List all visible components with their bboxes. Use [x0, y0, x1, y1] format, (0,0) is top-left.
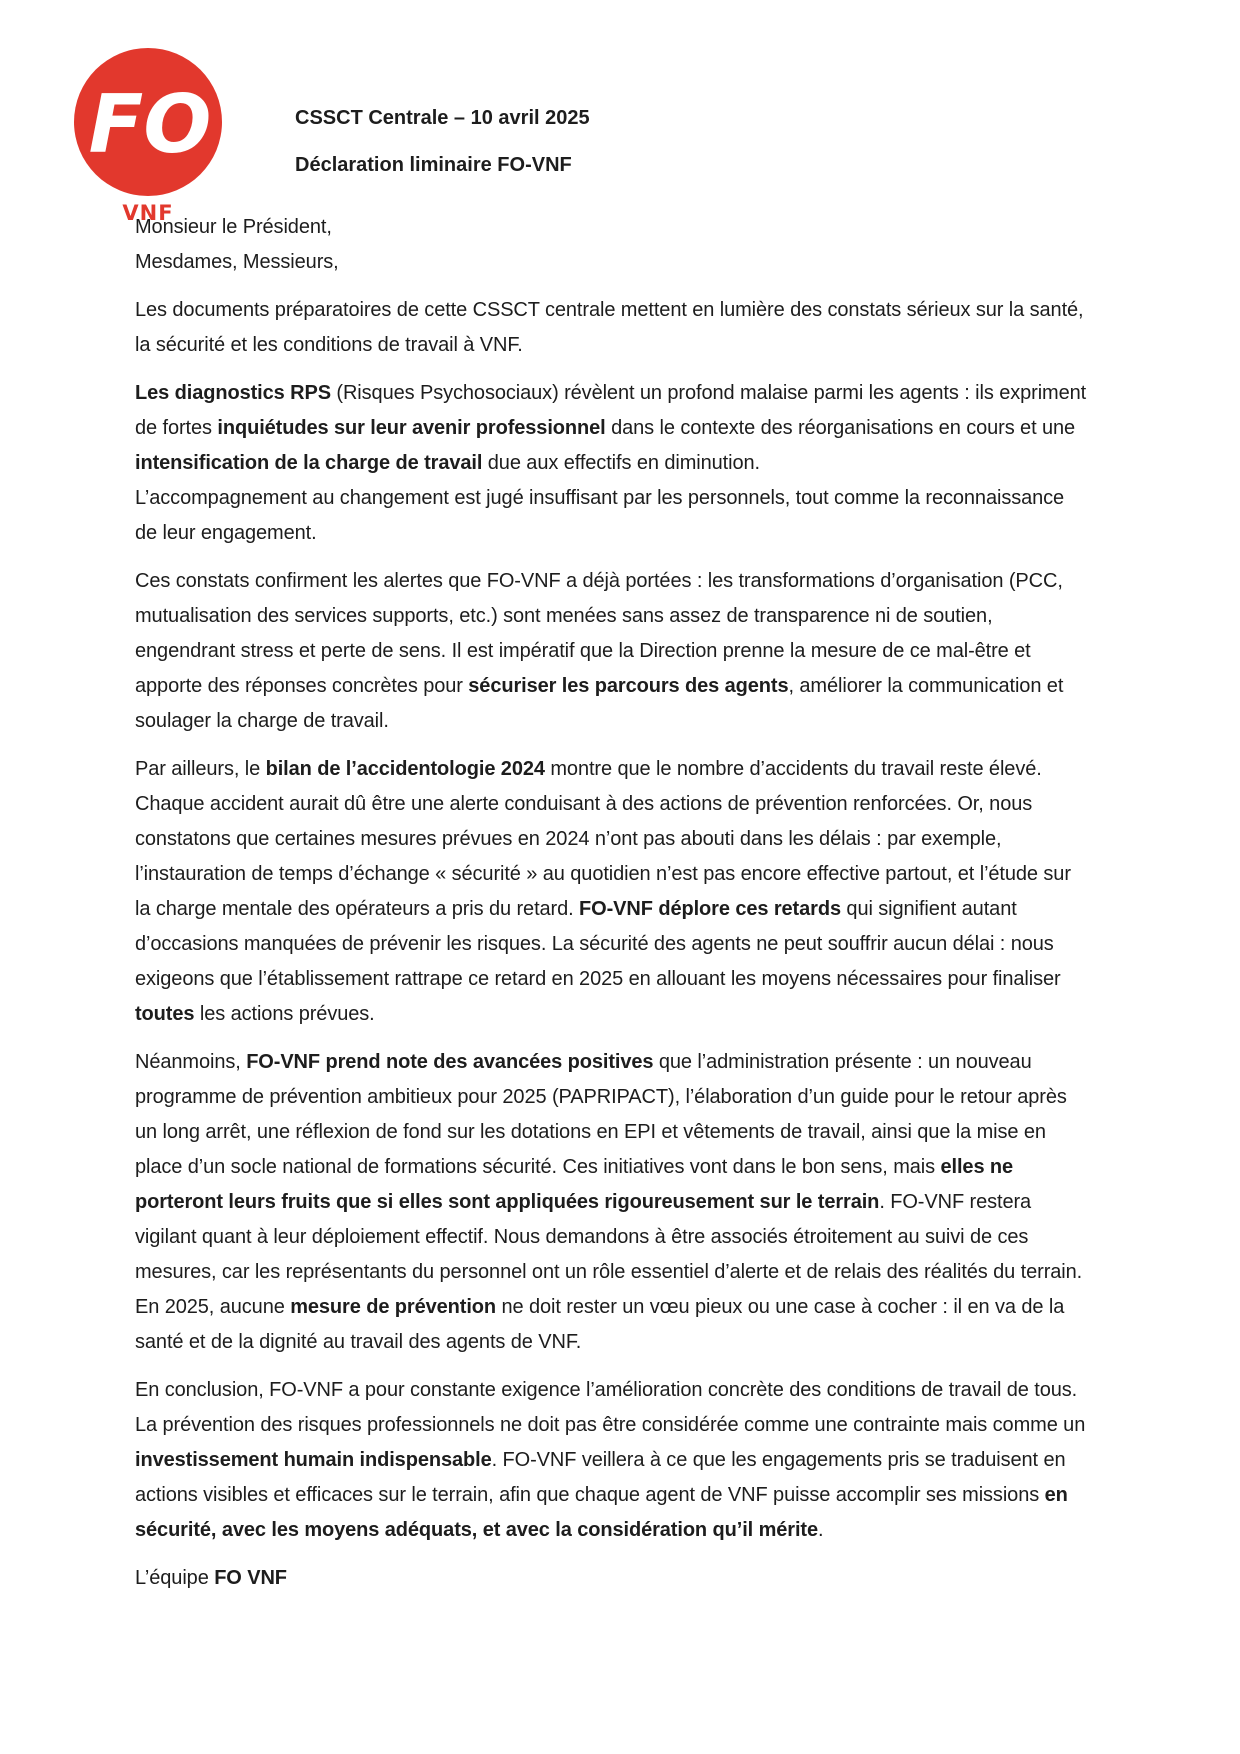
paragraph	[135, 564, 1087, 739]
text-run: dans le contexte des réorganisations en cours et une	[605, 417, 1076, 439]
text-run-bold: FO VNF	[214, 1567, 287, 1589]
text-run: Les documents préparatoires de cette CSSCT centrale mettent en lumière des constats sérieux sur la santé, la sécurité et les conditions de travail à VNF.	[135, 299, 1084, 356]
text-run: Ces constats confirment les alertes que FO-VNF a déjà portées : les transformations d’organisation (PCC, mutualisation des services supports, etc.) sont menées sans assez de transparence ni de soutien, engendrant stress et perte de sens. Il est impératif que la Direction prenne la mesure de ce mal-être et apporte des réponses concrètes pour	[135, 570, 1063, 697]
document-header	[295, 106, 590, 200]
text-run-bold: en sécurité, avec les moyens adéquats, et avec la considération qu’il mérite	[135, 1484, 1068, 1541]
text-run: L’équipe	[135, 1567, 215, 1589]
fo-vnf-logo	[72, 46, 224, 225]
text-run-bold: inquiétudes sur leur avenir professionnel	[217, 417, 606, 439]
text-run-bold: investissement humain indispensable	[135, 1449, 492, 1471]
fo-logo-circle-icon	[72, 46, 224, 198]
document-body	[135, 210, 1087, 1609]
text-run: Mesdames, Messieurs,	[135, 251, 339, 273]
text-run: L’accompagnement au changement est jugé insuffisant par les personnels, tout comme la reconnaissance de leur engagement.	[135, 487, 1065, 544]
text-run-bold: bilan de l’accidentologie 2024	[265, 758, 545, 780]
text-run: (Risques Psychosociaux) révèlent un profond malaise parmi les agents : ils expriment de fortes	[135, 382, 1087, 439]
text-run: qui signifient autant d’occasions manquées de prévenir les risques. La sécurité des agents ne peut souffrir aucun délai : nous exigeons que l’établissement rattrape ce retard en 2025 en allouant les moyens nécessaires pour finaliser	[135, 898, 1061, 990]
text-run: . FO-VNF restera vigilant quant à leur déploiement effectif. Nous demandons à être associés étroitement au suivi de ces mesures, car les représentants du personnel ont un rôle essentiel d’alerte et de relais des réalités du terrain. En 2025, aucune	[135, 1191, 1083, 1318]
text-run: Monsieur le Président,	[135, 216, 332, 238]
text-run-bold: mesure de prévention	[290, 1296, 497, 1318]
text-run-bold: elles ne porteront leurs fruits que si elles sont appliquées rigoureusement sur le terrain	[135, 1156, 1014, 1213]
text-run: Par ailleurs, le	[135, 758, 266, 780]
text-run-bold: toutes	[135, 1003, 195, 1025]
paragraph	[135, 752, 1087, 1032]
text-run: . FO-VNF veillera à ce que les engagements pris se traduisent en actions visibles et efficaces sur le terrain, afin que chaque agent de VNF puisse accomplir ses missions	[135, 1449, 1066, 1506]
logo-vnf-label: VNF	[122, 201, 174, 225]
text-run-bold: FO-VNF prend note des avancées positives	[246, 1051, 654, 1073]
text-run: montre que le nombre d’accidents du travail reste élevé. Chaque accident aurait dû être une alerte conduisant à des actions de prévention renforcées. Or, nous constatons que certaines mesures prévues en 2024 n’ont pas abouti dans les délais : par exemple, l’instauration de temps d’échange « sécurité » au quotidien n’est pas encore effective partout, et l’étude sur la charge mentale des opérateurs a pris du retard.	[135, 758, 1071, 920]
text-run-bold: Les diagnostics RPS	[135, 382, 331, 404]
text-run-bold: FO-VNF déplore ces retards	[579, 898, 841, 920]
text-run: En conclusion, FO-VNF a pour constante exigence l’amélioration concrète des conditions de travail de tous. La prévention des risques professionnels ne doit pas être considérée comme une contrainte mais comme un	[135, 1379, 1086, 1436]
paragraph	[135, 1373, 1087, 1548]
text-run-bold: sécuriser les parcours des agents	[468, 675, 789, 697]
paragraph	[135, 376, 1087, 551]
text-run: .	[818, 1519, 824, 1541]
text-run: que l’administration présente : un nouveau programme de prévention ambitieux pour 2025 (PAPRIPACT), l’élaboration d’un guide pour le retour après un long arrêt, une réflexion de fond sur les dotations en EPI et vêtements de travail, ainsi que la mise en place d’un socle national de formations sécurité. Ces initiatives vont dans le bon sens, mais	[135, 1051, 1067, 1178]
paragraph	[135, 1561, 1087, 1596]
text-run: les actions prévues.	[194, 1003, 375, 1025]
fo-logo-text: FO	[88, 78, 212, 171]
text-run: due aux effectifs en diminution.	[482, 452, 760, 474]
paragraph	[135, 210, 1087, 280]
header-declaration-title: Déclaration liminaire FO-VNF	[295, 154, 572, 176]
text-run: Néanmoins,	[135, 1051, 247, 1073]
paragraph	[135, 1045, 1087, 1360]
text-run: , améliorer la communication et soulager la charge de travail.	[135, 675, 1064, 732]
text-run-bold: intensification de la charge de travail	[135, 452, 483, 474]
paragraph	[135, 293, 1087, 363]
header-meeting-title: CSSCT Centrale – 10 avril 2025	[295, 107, 590, 129]
text-run: ne doit rester un vœu pieux ou une case à cocher : il en va de la santé et de la dignité au travail des agents de VNF.	[135, 1296, 1065, 1353]
